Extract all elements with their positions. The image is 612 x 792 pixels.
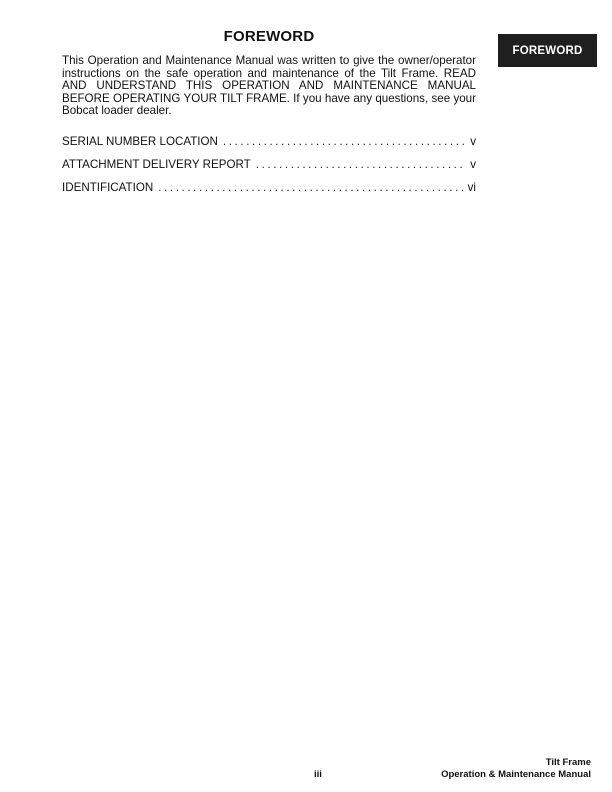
footer-manual-name: Operation & Maintenance Manual	[441, 769, 591, 780]
toc-entry-serial-number-location[interactable]	[62, 135, 476, 158]
section-tab: FOREWORD	[498, 34, 597, 67]
page-title: FOREWORD	[223, 28, 315, 45]
toc-entry-page: vi	[467, 181, 476, 194]
toc-entry-label: SERIAL NUMBER LOCATION	[62, 135, 218, 148]
toc-entry-label: IDENTIFICATION	[62, 181, 154, 194]
table-of-contents	[62, 135, 476, 204]
toc-entry-attachment-delivery-report[interactable]	[62, 158, 476, 181]
toc-entry-label: ATTACHMENT DELIVERY REPORT	[62, 158, 251, 171]
footer-page-number: iii	[314, 769, 322, 780]
footer-document-title	[441, 757, 591, 781]
toc-leader-dots	[223, 135, 465, 148]
intro-paragraph: This Operation and Maintenance Manual was written to give the owner/operator instructions on the safe operation and maintenance of the Tilt Frame. READ AND UNDERSTAND THIS OPERATION AND MAINTENANCE MANUAL BEFORE OPERATING YOUR TILT FRAME. If you have any questions, see your Bobcat loader dealer.	[62, 54, 476, 118]
toc-leader-dots	[256, 158, 465, 171]
toc-leader-dots	[158, 181, 462, 194]
toc-entry-page: v	[470, 158, 476, 171]
footer-product-name: Tilt Frame	[545, 757, 591, 768]
toc-entry-identification[interactable]	[62, 181, 476, 204]
toc-entry-page: v	[470, 135, 476, 148]
